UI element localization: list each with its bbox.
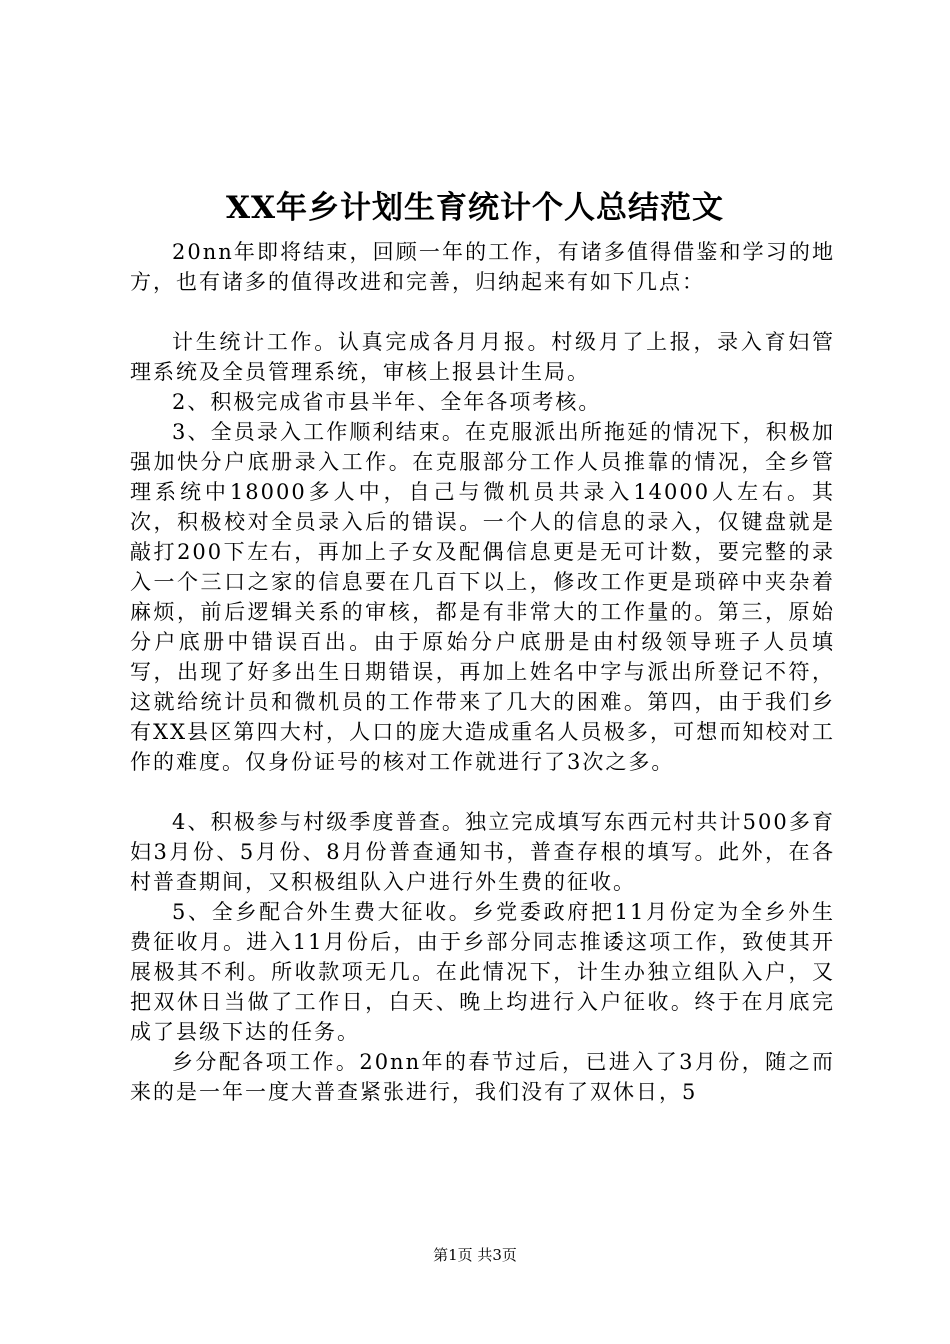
page-number-footer: 第1页 共3页 xyxy=(433,1246,517,1264)
document-body xyxy=(130,237,835,1107)
paragraph-item-1: 计生统计工作。认真完成各月月报。村级月了上报，录入育妇管理系统及全员管理系统，审核上报县计生局。 xyxy=(130,330,835,384)
paragraph-item-4: 4、积极参与村级季度普查。独立完成填写东西元村共计500多育妇3月份、5月份、8月份普查通知书，普查存根的填写。此外，在各村普查期间，又积极组队入户进行外生费的征收。 xyxy=(130,810,835,894)
document-title: XX年乡计划生育统计个人总结范文 xyxy=(225,190,725,226)
paragraph-item-6: 乡分配各项工作。20nn年的春节过后，已进入了3月份，随之而来的是一年一度大普查紧张进行，我们没有了双休日，5 xyxy=(130,1050,835,1104)
paragraph-item-3: 3、全员录入工作顺利结束。在克服派出所拖延的情况下，积极加强加快分户底册录入工作。在克服部分工作人员推靠的情况，全乡管理系统中18000多人中，自己与微机员共录入14000人左右。其次，积极校对全员录入后的错误。一个人的信息的录入，仅键盘就是敲打200下左右，再加上子女及配偶信息更是无可计数，要完整的录入一个三口之家的信息要在几百下以上，修改工作更是琐碎中夹杂着麻烦，前后逻辑关系的审核，都是有非常大的工作量的。第三，原始分户底册中错误百出。由于原始分户底册是由村级领导班子人员填写，出现了好多出生日期错误，再加上姓名中字与派出所登记不符，这就给统计员和微机员的工作带来了几大的困难。第四，由于我们乡有XX县区第四大村，人口的庞大造成重名人员极多，可想而知校对工作的难度。仅身份证号的核对工作就进行了3次之多。 xyxy=(130,420,835,774)
paragraph-item-2: 2、积极完成省市县半年、全年各项考核。 xyxy=(172,390,602,414)
paragraph-item-5: 5、全乡配合外生费大征收。乡党委政府把11月份定为全乡外生费征收月。进入11月份后，由于乡部分同志推诿这项工作，致使其开展极其不利。所收款项无几。在此情况下，计生办独立组队入户，又把双休日当做了工作日，白天、晚上均进行入户征收。终于在月底完成了县级下达的任务。 xyxy=(130,900,835,1044)
paragraph-intro: 20nn年即将结束，回顾一年的工作，有诸多值得借鉴和学习的地方，也有诸多的值得改进和完善，归纳起来有如下几点： xyxy=(130,240,835,294)
